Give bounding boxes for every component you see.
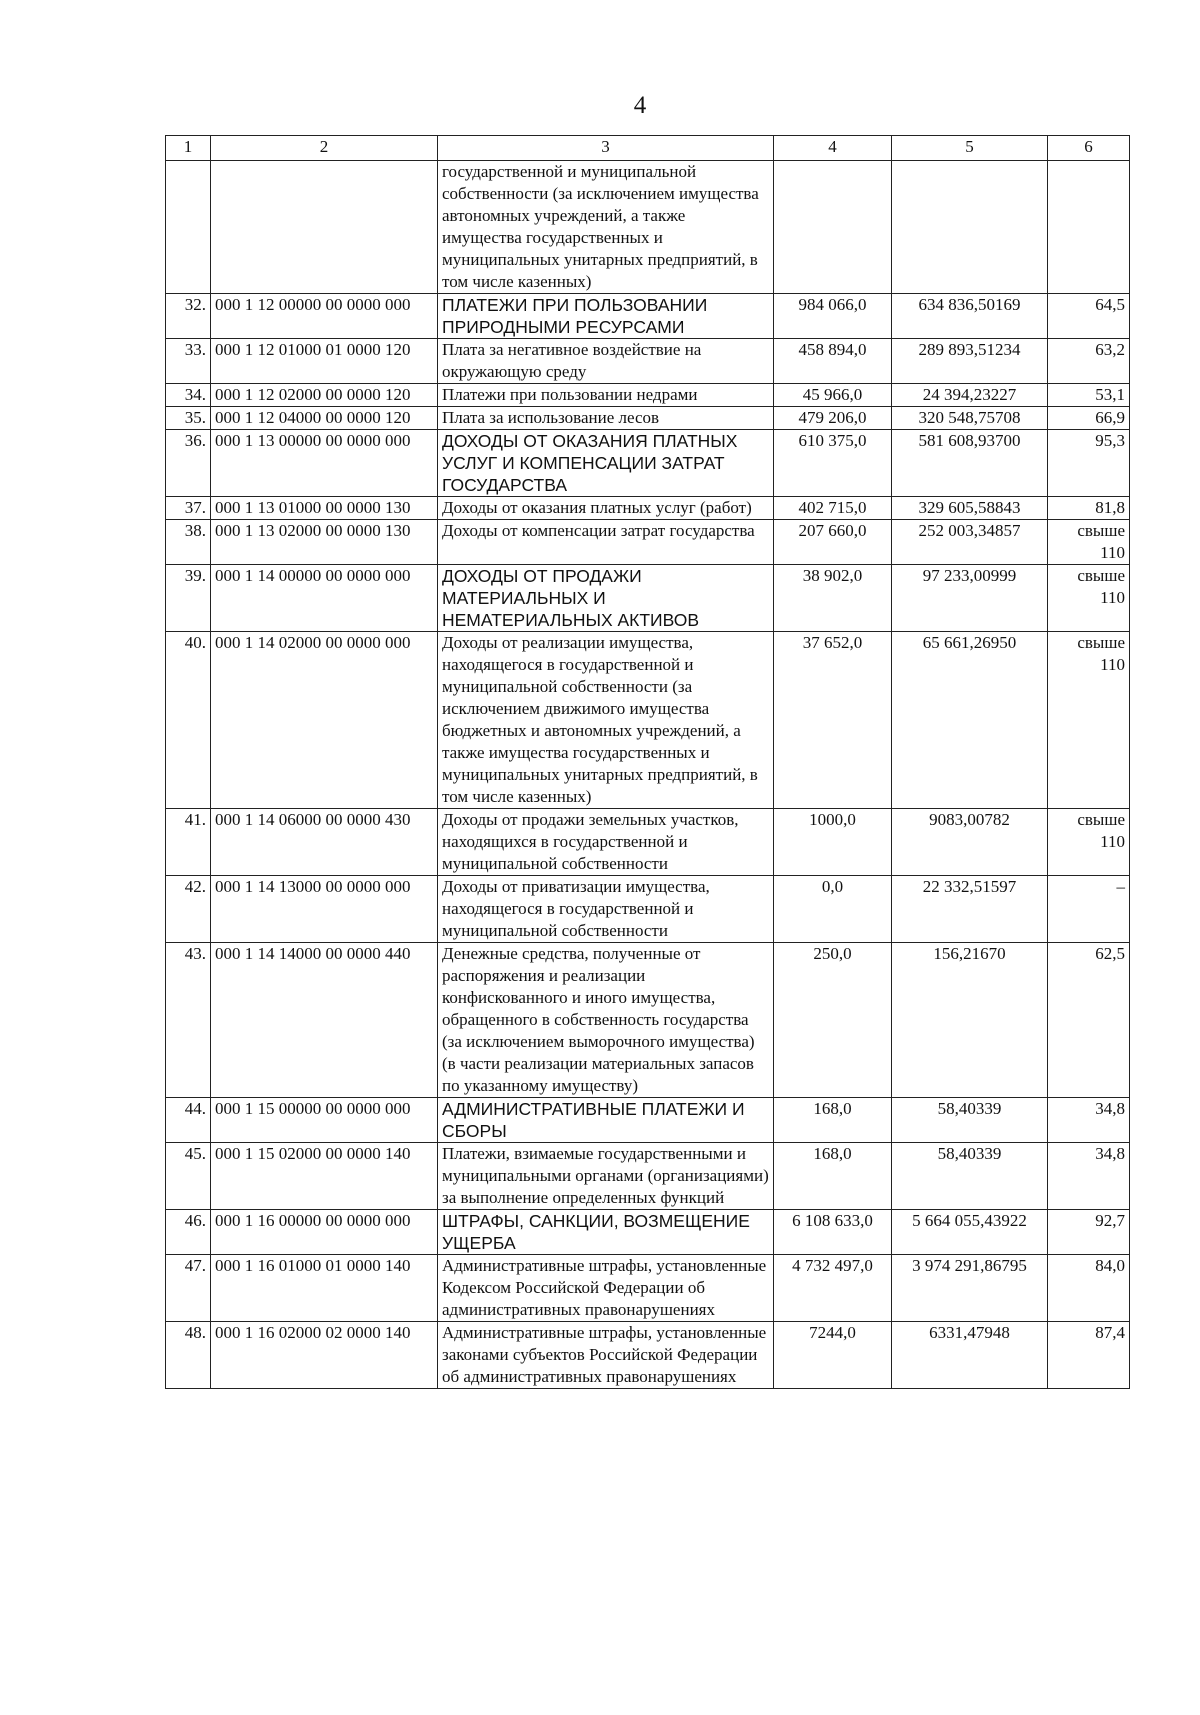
code-cell: 000 1 14 06000 00 0000 430 bbox=[211, 809, 438, 876]
plan-cell: 168,0 bbox=[774, 1098, 892, 1143]
plan-cell: 7244,0 bbox=[774, 1322, 892, 1389]
table-row bbox=[166, 1255, 1130, 1322]
row-number-cell: 46. bbox=[166, 1210, 211, 1255]
fact-cell: 3 974 291,86795 bbox=[892, 1255, 1048, 1322]
row-number-cell: 48. bbox=[166, 1322, 211, 1389]
name-cell: государственной и муниципальной собственности (за исключением имущества автономных учреждений, а также имущества государственных и муниципальных унитарных предприятий, в том числе казенных) bbox=[438, 161, 774, 294]
percent-cell: 87,4 bbox=[1048, 1322, 1130, 1389]
plan-cell: 45 966,0 bbox=[774, 384, 892, 407]
row-number-cell: 44. bbox=[166, 1098, 211, 1143]
plan-cell: 1000,0 bbox=[774, 809, 892, 876]
plan-cell bbox=[774, 161, 892, 294]
fact-cell: 22 332,51597 bbox=[892, 876, 1048, 943]
column-header: 4 bbox=[774, 136, 892, 161]
code-cell: 000 1 12 02000 00 0000 120 bbox=[211, 384, 438, 407]
code-cell: 000 1 12 00000 00 0000 000 bbox=[211, 294, 438, 339]
percent-cell: – bbox=[1048, 876, 1130, 943]
table-row bbox=[166, 407, 1130, 430]
table-row bbox=[166, 1322, 1130, 1389]
column-number-row bbox=[166, 136, 1130, 161]
name-cell: ДОХОДЫ ОТ ОКАЗАНИЯ ПЛАТНЫХ УСЛУГ И КОМПЕНСАЦИИ ЗАТРАТ ГОСУДАРСТВА bbox=[438, 430, 774, 497]
code-cell: 000 1 15 00000 00 0000 000 bbox=[211, 1098, 438, 1143]
fact-cell: 58,40339 bbox=[892, 1143, 1048, 1210]
percent-cell: 63,2 bbox=[1048, 339, 1130, 384]
table-row bbox=[166, 497, 1130, 520]
row-number-cell: 38. bbox=[166, 520, 211, 565]
percent-cell bbox=[1048, 161, 1130, 294]
name-cell: ШТРАФЫ, САНКЦИИ, ВОЗМЕЩЕНИЕ УЩЕРБА bbox=[438, 1210, 774, 1255]
table-row bbox=[166, 1210, 1130, 1255]
code-cell: 000 1 14 02000 00 0000 000 bbox=[211, 632, 438, 809]
code-cell: 000 1 13 02000 00 0000 130 bbox=[211, 520, 438, 565]
table-row bbox=[166, 1143, 1130, 1210]
column-header: 6 bbox=[1048, 136, 1130, 161]
fact-cell: 24 394,23227 bbox=[892, 384, 1048, 407]
plan-cell: 6 108 633,0 bbox=[774, 1210, 892, 1255]
percent-cell: свыше 110 bbox=[1048, 565, 1130, 632]
fact-cell bbox=[892, 161, 1048, 294]
percent-cell: 62,5 bbox=[1048, 943, 1130, 1098]
code-cell: 000 1 14 14000 00 0000 440 bbox=[211, 943, 438, 1098]
page-number: 4 bbox=[633, 92, 647, 119]
row-number-cell: 37. bbox=[166, 497, 211, 520]
plan-cell: 0,0 bbox=[774, 876, 892, 943]
table-row bbox=[166, 632, 1130, 809]
column-header: 1 bbox=[166, 136, 211, 161]
name-cell: Платежи, взимаемые государственными и муниципальными органами (организациями) за выполнение определенных функций bbox=[438, 1143, 774, 1210]
plan-cell: 250,0 bbox=[774, 943, 892, 1098]
percent-cell: 81,8 bbox=[1048, 497, 1130, 520]
code-cell bbox=[211, 161, 438, 294]
plan-cell: 479 206,0 bbox=[774, 407, 892, 430]
table-row bbox=[166, 384, 1130, 407]
table-row bbox=[166, 430, 1130, 497]
name-cell: Плата за использование лесов bbox=[438, 407, 774, 430]
name-cell: Платежи при пользовании недрами bbox=[438, 384, 774, 407]
row-number-cell: 32. bbox=[166, 294, 211, 339]
table-row bbox=[166, 876, 1130, 943]
name-cell: Плата за негативное воздействие на окружающую среду bbox=[438, 339, 774, 384]
name-cell: Доходы от приватизации имущества, находящегося в государственной и муниципальной собственности bbox=[438, 876, 774, 943]
plan-cell: 610 375,0 bbox=[774, 430, 892, 497]
name-cell: Денежные средства, полученные от распоряжения и реализации конфискованного и иного имущества, обращенного в собственность государства (за исключением выморочного имущества) (в части реализации материальных запасов по указанному имуществу) bbox=[438, 943, 774, 1098]
plan-cell: 38 902,0 bbox=[774, 565, 892, 632]
column-header: 3 bbox=[438, 136, 774, 161]
fact-cell: 289 893,51234 bbox=[892, 339, 1048, 384]
row-number-cell: 34. bbox=[166, 384, 211, 407]
fact-cell: 329 605,58843 bbox=[892, 497, 1048, 520]
fact-cell: 9083,00782 bbox=[892, 809, 1048, 876]
percent-cell: 84,0 bbox=[1048, 1255, 1130, 1322]
row-number-cell: 43. bbox=[166, 943, 211, 1098]
plan-cell: 458 894,0 bbox=[774, 339, 892, 384]
fact-cell: 97 233,00999 bbox=[892, 565, 1048, 632]
code-cell: 000 1 16 02000 02 0000 140 bbox=[211, 1322, 438, 1389]
percent-cell: 95,3 bbox=[1048, 430, 1130, 497]
plan-cell: 207 660,0 bbox=[774, 520, 892, 565]
row-number-cell: 42. bbox=[166, 876, 211, 943]
budget-revenue-table bbox=[165, 135, 1130, 1389]
fact-cell: 58,40339 bbox=[892, 1098, 1048, 1143]
name-cell: Административные штрафы, установленные Кодексом Российской Федерации об административных правонарушениях bbox=[438, 1255, 774, 1322]
table-body bbox=[166, 136, 1130, 1389]
name-cell: Доходы от реализации имущества, находящегося в государственной и муниципальной собственности (за исключением движимого имущества бюджетных и автономных учреждений, а также имущества государственных и муниципальных унитарных предприятий, в том числе казенных) bbox=[438, 632, 774, 809]
plan-cell: 168,0 bbox=[774, 1143, 892, 1210]
table-row bbox=[166, 1098, 1130, 1143]
fact-cell: 65 661,26950 bbox=[892, 632, 1048, 809]
plan-cell: 402 715,0 bbox=[774, 497, 892, 520]
percent-cell: 66,9 bbox=[1048, 407, 1130, 430]
code-cell: 000 1 15 02000 00 0000 140 bbox=[211, 1143, 438, 1210]
table-row bbox=[166, 943, 1130, 1098]
code-cell: 000 1 13 01000 00 0000 130 bbox=[211, 497, 438, 520]
fact-cell: 320 548,75708 bbox=[892, 407, 1048, 430]
percent-cell: 92,7 bbox=[1048, 1210, 1130, 1255]
name-cell: Доходы от продажи земельных участков, находящихся в государственной и муниципальной собственности bbox=[438, 809, 774, 876]
name-cell: Доходы от компенсации затрат государства bbox=[438, 520, 774, 565]
row-number-cell: 35. bbox=[166, 407, 211, 430]
percent-cell: свыше 110 bbox=[1048, 520, 1130, 565]
code-cell: 000 1 14 13000 00 0000 000 bbox=[211, 876, 438, 943]
fact-cell: 634 836,50169 bbox=[892, 294, 1048, 339]
row-number-cell: 47. bbox=[166, 1255, 211, 1322]
percent-cell: 64,5 bbox=[1048, 294, 1130, 339]
plan-cell: 4 732 497,0 bbox=[774, 1255, 892, 1322]
name-cell: АДМИНИСТРАТИВНЫЕ ПЛАТЕЖИ И СБОРЫ bbox=[438, 1098, 774, 1143]
row-number-cell bbox=[166, 161, 211, 294]
code-cell: 000 1 12 01000 01 0000 120 bbox=[211, 339, 438, 384]
name-cell: ПЛАТЕЖИ ПРИ ПОЛЬЗОВАНИИ ПРИРОДНЫМИ РЕСУРСАМИ bbox=[438, 294, 774, 339]
name-cell: Доходы от оказания платных услуг (работ) bbox=[438, 497, 774, 520]
code-cell: 000 1 16 01000 01 0000 140 bbox=[211, 1255, 438, 1322]
row-number-cell: 40. bbox=[166, 632, 211, 809]
row-number-cell: 36. bbox=[166, 430, 211, 497]
column-header: 5 bbox=[892, 136, 1048, 161]
table-row bbox=[166, 339, 1130, 384]
fact-cell: 5 664 055,43922 bbox=[892, 1210, 1048, 1255]
fact-cell: 252 003,34857 bbox=[892, 520, 1048, 565]
table-row bbox=[166, 809, 1130, 876]
fact-cell: 6331,47948 bbox=[892, 1322, 1048, 1389]
plan-cell: 37 652,0 bbox=[774, 632, 892, 809]
code-cell: 000 1 16 00000 00 0000 000 bbox=[211, 1210, 438, 1255]
row-number-cell: 39. bbox=[166, 565, 211, 632]
row-number-cell: 45. bbox=[166, 1143, 211, 1210]
row-number-cell: 33. bbox=[166, 339, 211, 384]
percent-cell: 53,1 bbox=[1048, 384, 1130, 407]
fact-cell: 156,21670 bbox=[892, 943, 1048, 1098]
table-row bbox=[166, 565, 1130, 632]
code-cell: 000 1 14 00000 00 0000 000 bbox=[211, 565, 438, 632]
code-cell: 000 1 13 00000 00 0000 000 bbox=[211, 430, 438, 497]
table-row bbox=[166, 520, 1130, 565]
name-cell: Административные штрафы, установленные законами субъектов Российской Федерации об административных правонарушениях bbox=[438, 1322, 774, 1389]
percent-cell: свыше 110 bbox=[1048, 809, 1130, 876]
row-number-cell: 41. bbox=[166, 809, 211, 876]
plan-cell: 984 066,0 bbox=[774, 294, 892, 339]
column-header: 2 bbox=[211, 136, 438, 161]
name-cell: ДОХОДЫ ОТ ПРОДАЖИ МАТЕРИАЛЬНЫХ И НЕМАТЕРИАЛЬНЫХ АКТИВОВ bbox=[438, 565, 774, 632]
fact-cell: 581 608,93700 bbox=[892, 430, 1048, 497]
percent-cell: свыше 110 bbox=[1048, 632, 1130, 809]
percent-cell: 34,8 bbox=[1048, 1098, 1130, 1143]
table-row bbox=[166, 294, 1130, 339]
continuation-row bbox=[166, 161, 1130, 294]
percent-cell: 34,8 bbox=[1048, 1143, 1130, 1210]
code-cell: 000 1 12 04000 00 0000 120 bbox=[211, 407, 438, 430]
